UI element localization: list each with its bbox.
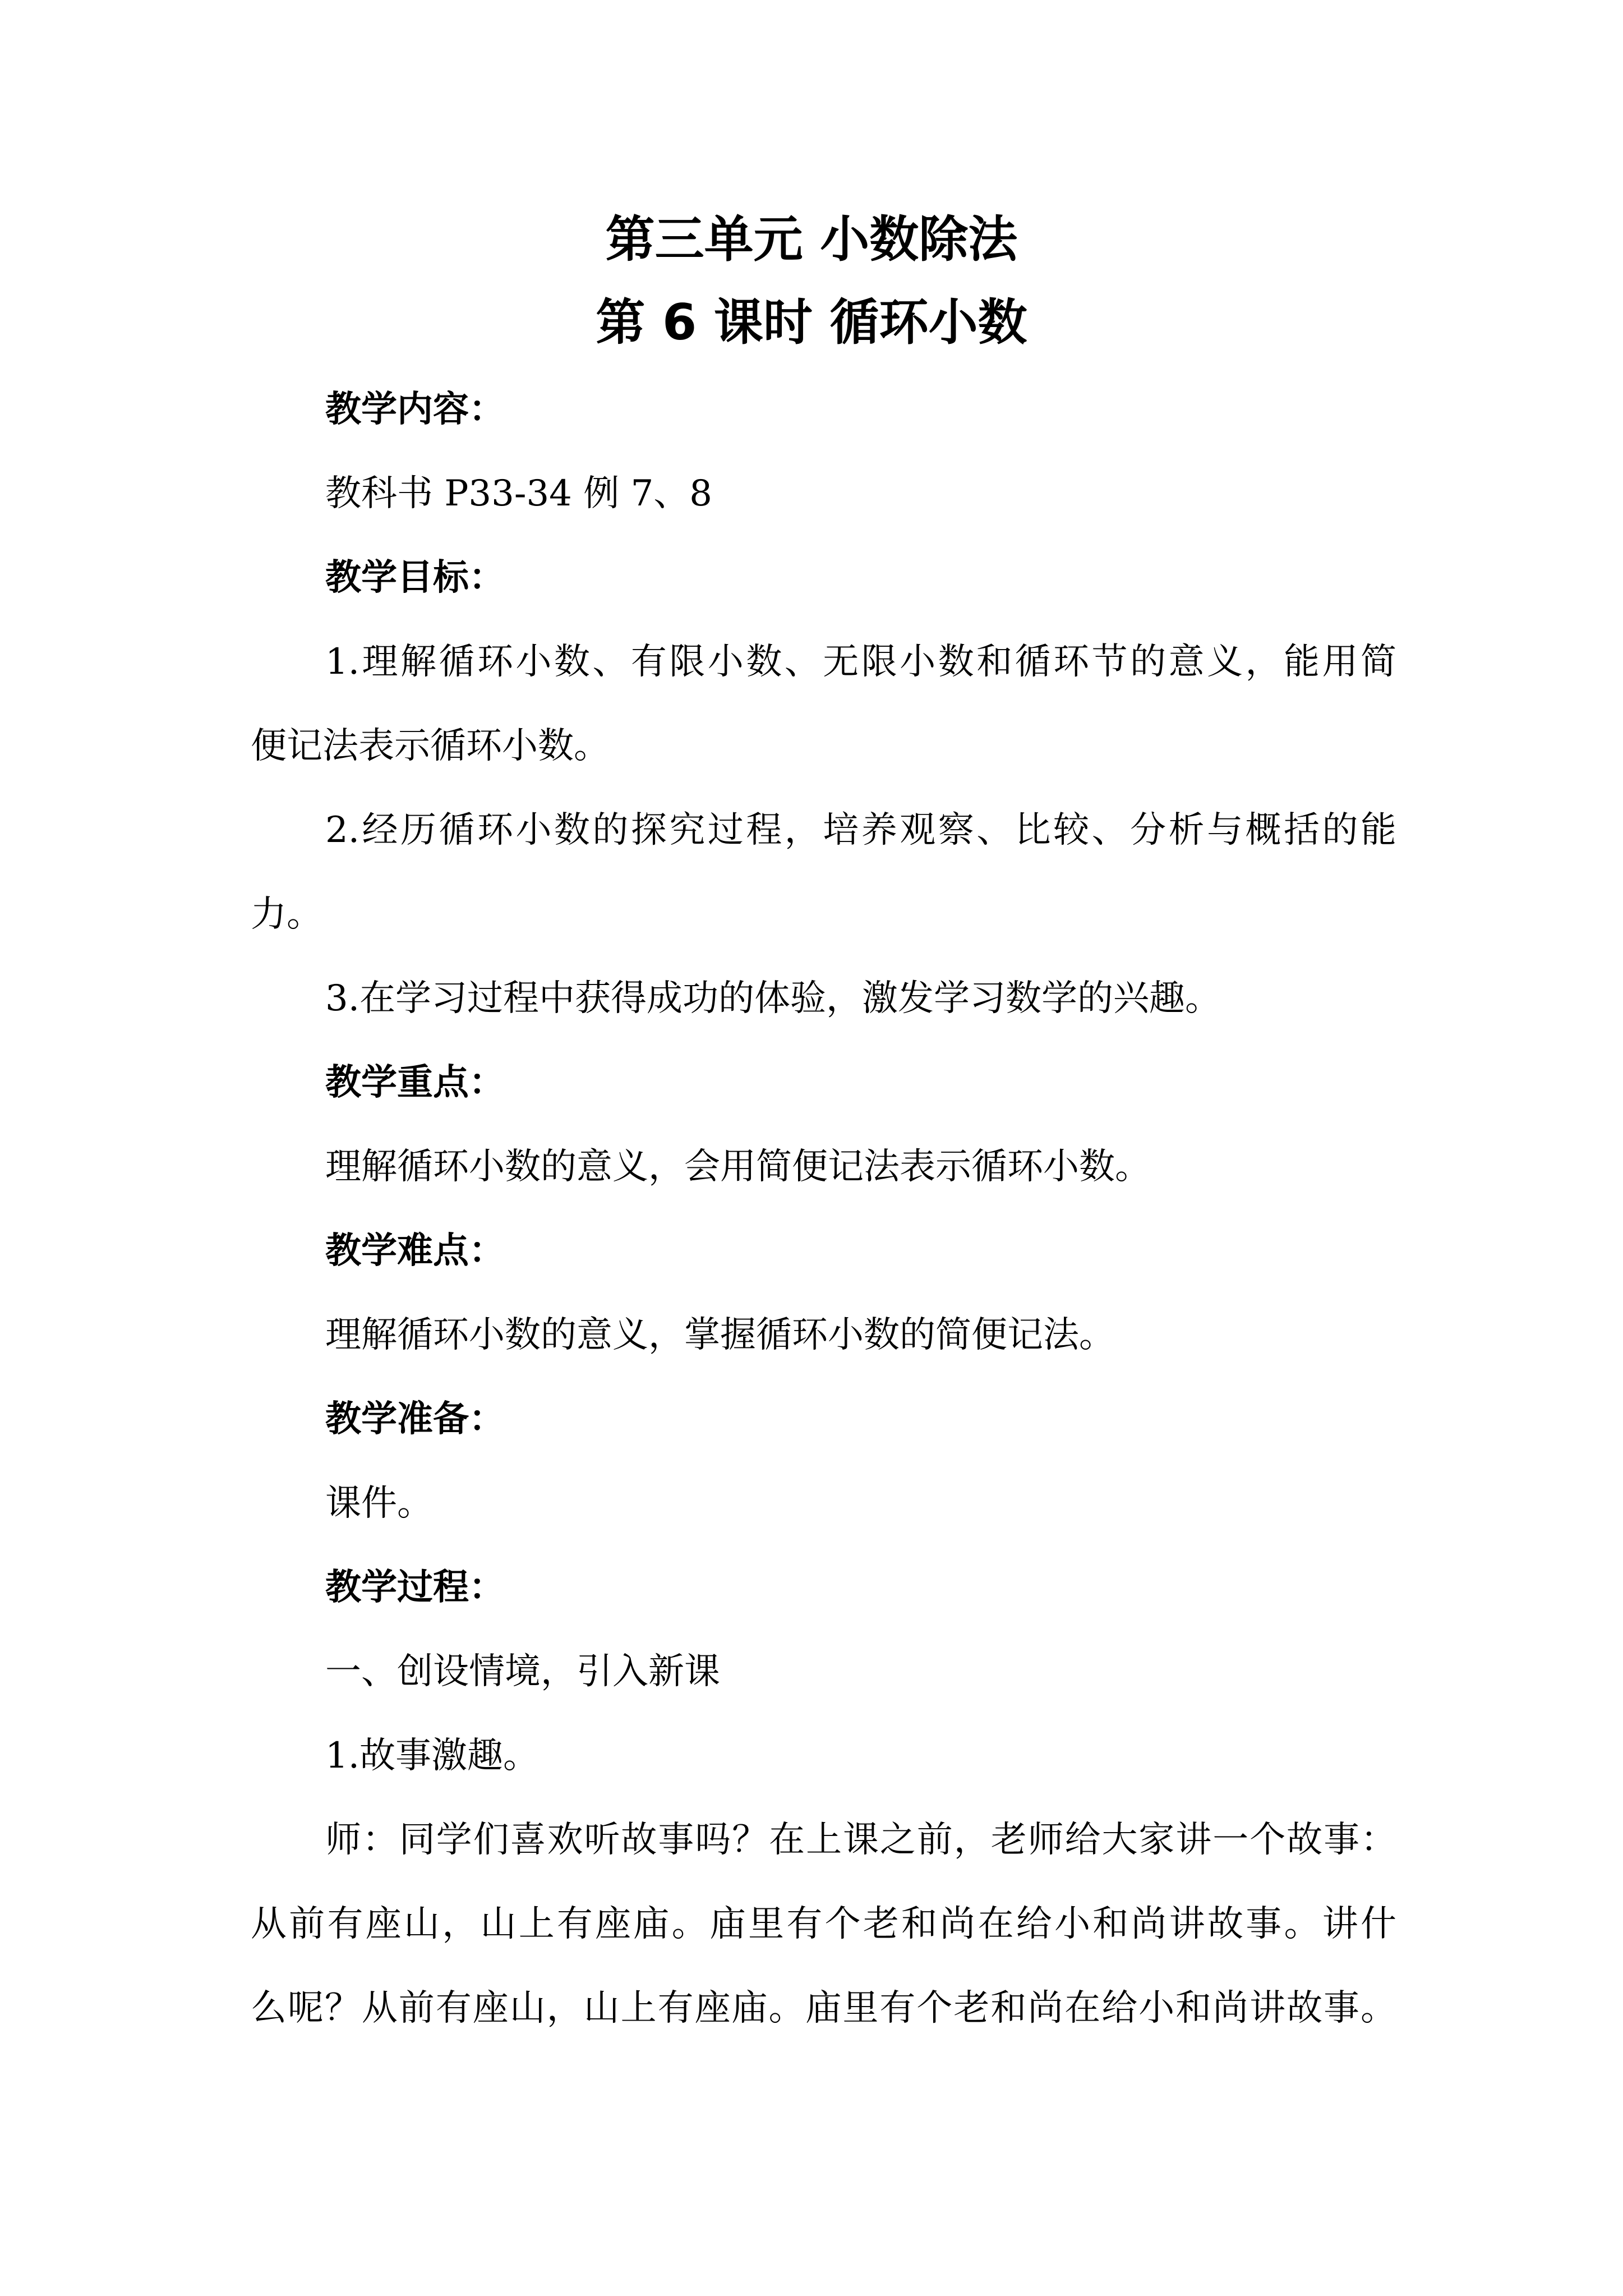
prep-text: 课件。: [325, 1483, 433, 1524]
goal-2-line-2: 力。: [251, 894, 322, 935]
step-1-heading: 一、创设情境，引入新课: [325, 1651, 720, 1692]
story-line-3: 么呢？从前有座山，山上有座庙。庙里有个老和尚在给小和尚讲故事。: [251, 1987, 1396, 2029]
difficulty-text: 理解循环小数的意义，掌握循环小数的简便记法。: [325, 1314, 1115, 1356]
goal-3: 3.在学习过程中获得成功的体验，激发学习数学的兴趣。: [325, 978, 1221, 1019]
content-heading: 教学内容：: [325, 389, 505, 430]
lesson-title: 第 6 课时 循环小数: [596, 293, 1027, 351]
unit-title: 第三单元 小数除法: [605, 210, 1018, 268]
process-heading: 教学过程：: [325, 1567, 505, 1608]
step-1-1: 1.故事激趣。: [325, 1735, 540, 1777]
content-text: 教科书 P33-34 例 7、8: [325, 473, 713, 514]
key-text: 理解循环小数的意义，会用简便记法表示循环小数。: [325, 1146, 1151, 1188]
goal-2-line-1: 2.经历循环小数的探究过程，培养观察、比较、分析与概括的能: [325, 809, 1396, 851]
goal-1-line-2: 便记法表示循环小数。: [251, 725, 610, 767]
prep-heading: 教学准备：: [325, 1398, 505, 1440]
difficulty-heading: 教学难点：: [325, 1230, 505, 1272]
story-line-1: 师：同学们喜欢听故事吗？在上课之前，老师给大家讲一个故事：: [325, 1819, 1396, 1861]
story-line-2: 从前有座山，山上有座庙。庙里有个老和尚在给小和尚讲故事。讲什: [251, 1903, 1396, 1945]
goal-1-line-1: 1.理解循环小数、有限小数、无限小数和循环节的意义，能用简: [325, 641, 1396, 683]
key-heading: 教学重点：: [325, 1062, 505, 1103]
goals-heading: 教学目标：: [325, 557, 505, 599]
